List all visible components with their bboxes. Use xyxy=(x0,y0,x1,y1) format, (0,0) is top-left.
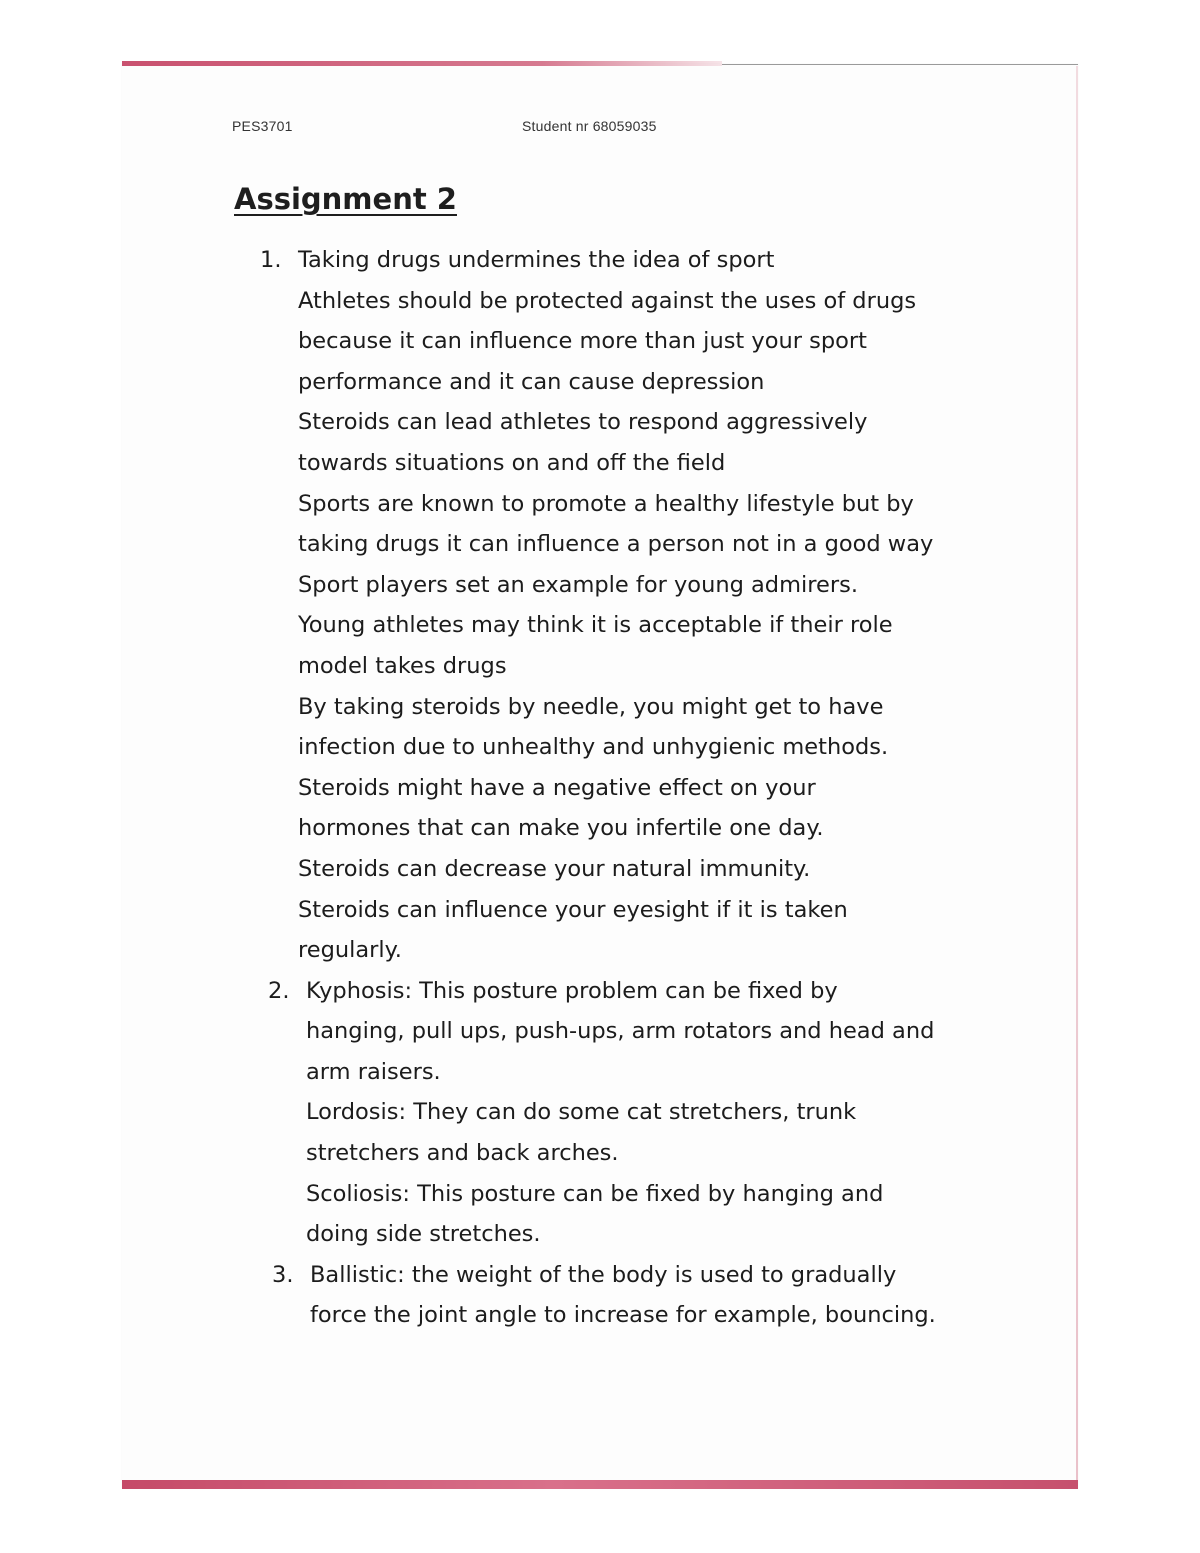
answer-line: regularly. xyxy=(298,937,402,964)
answer-line: Sport players set an example for young admirers. xyxy=(298,571,858,598)
answer-number: 3. xyxy=(272,1261,294,1288)
answer-line: By taking steroids by needle, you might get to have xyxy=(298,693,884,720)
student-number: Student nr 68059035 xyxy=(522,118,657,134)
answer-number: 2. xyxy=(268,977,290,1004)
answer-list xyxy=(258,240,988,1336)
answer-item-2 xyxy=(266,971,988,1255)
answer-line: Sports are known to promote a healthy lifestyle but by xyxy=(298,490,914,517)
answer-line: taking drugs it can influence a person not in a good way xyxy=(298,531,934,558)
answer-line: Taking drugs undermines the idea of sport xyxy=(298,247,775,273)
answer-line: Scoliosis: This posture can be fixed by hanging and xyxy=(306,1180,884,1207)
answer-line: doing side stretches. xyxy=(306,1221,541,1248)
answer-item-3 xyxy=(270,1255,988,1336)
answer-line: Steroids can influence your eyesight if it is taken xyxy=(298,896,848,923)
answer-line: arm raisers. xyxy=(306,1058,441,1085)
answer-line: because it can influence more than just your sport xyxy=(298,328,867,355)
answer-line: model takes drugs xyxy=(298,652,507,679)
answer-line: towards situations on and off the field xyxy=(298,449,726,476)
page-top-rule xyxy=(722,64,1078,65)
page-right-edge xyxy=(1076,66,1078,1486)
answer-number: 1. xyxy=(260,247,282,273)
answer-line: Athletes should be protected against the uses of drugs xyxy=(298,287,917,314)
answer-line: performance and it can cause depression xyxy=(298,368,765,395)
answer-item-1 xyxy=(258,240,988,971)
answer-line: Steroids might have a negative effect on your xyxy=(298,774,816,801)
answer-line: force the joint angle to increase for example, bouncing. xyxy=(310,1302,936,1329)
answer-line: Steroids can lead athletes to respond aggressively xyxy=(298,409,868,436)
answer-line: Young athletes may think it is acceptable if their role xyxy=(298,612,893,639)
answer-line: stretchers and back arches. xyxy=(306,1140,619,1167)
answer-line: infection due to unhealthy and unhygienic methods. xyxy=(298,734,889,761)
page-top-edge xyxy=(122,61,722,66)
course-code: PES3701 xyxy=(232,118,293,134)
page-bottom-edge xyxy=(122,1480,1078,1489)
answer-line: hormones that can make you infertile one day. xyxy=(298,815,824,842)
answer-line: hanging, pull ups, push-ups, arm rotators and head and xyxy=(306,1018,935,1045)
answer-line: Kyphosis: This posture problem can be fixed by xyxy=(306,977,838,1004)
answer-line: Lordosis: They can do some cat stretchers, trunk xyxy=(306,1099,857,1126)
answer-line: Steroids can decrease your natural immunity. xyxy=(298,855,811,882)
page-title: Assignment 2 xyxy=(234,182,457,216)
answer-line: Ballistic: the weight of the body is used to gradually xyxy=(310,1261,897,1288)
